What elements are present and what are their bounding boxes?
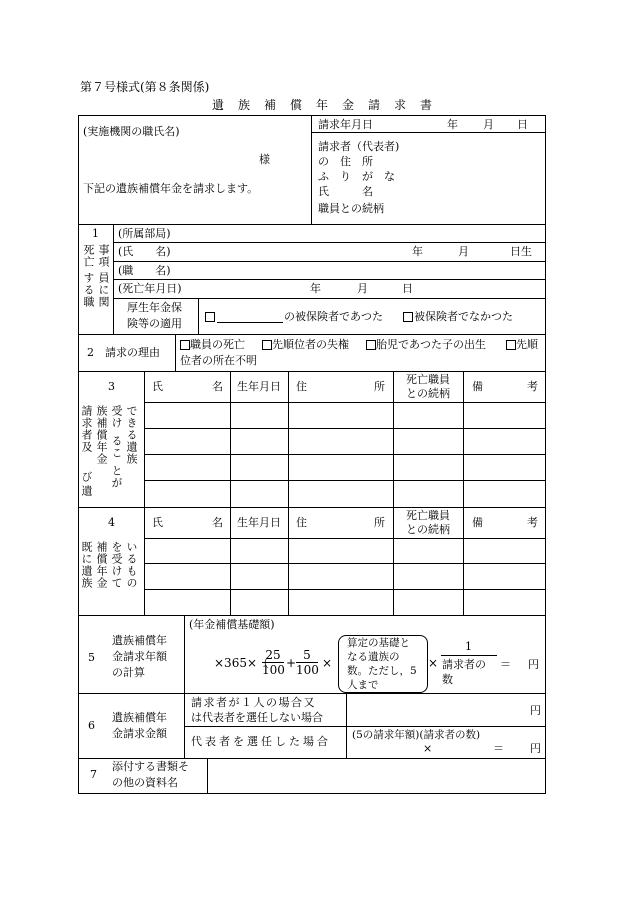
post-label: (職 名) (118, 264, 171, 277)
s3-head-note-a: 備 (472, 380, 483, 393)
claimant-label: 請求者（代表者) (318, 140, 400, 153)
section6-number: 6 (88, 719, 95, 732)
rep-calc-yen: 円 (530, 742, 541, 755)
frac3-num: 1 (465, 640, 472, 653)
frac2-den: 100 (296, 663, 319, 677)
s4-head-note-a: 備 (472, 516, 483, 529)
calc-yen: 円 (528, 658, 539, 671)
s3-head-name-b: 名 (212, 380, 223, 393)
calc-times365: ×365×（ (214, 656, 270, 670)
section1-vertical-d: 員に関 (97, 272, 110, 308)
s3-c-a: 遺 (80, 485, 93, 497)
request-month: 月 (483, 118, 494, 131)
frac3-den-2: 数 (442, 673, 453, 686)
section3-number: 3 (108, 380, 115, 393)
s3-c-c: 受け (110, 405, 123, 429)
reason-birth-label: 胎児であつた子の出生 (376, 338, 486, 351)
rep-calc-equals: ＝ (493, 742, 504, 755)
pension-label-1: 厚生年金保 (127, 301, 182, 314)
not-insured-label: 被保険者でなかつた (414, 310, 513, 323)
section5-number: 5 (88, 651, 95, 664)
section1-number: 1 (92, 227, 99, 240)
section7-label-1: 添付する書類そ (112, 760, 189, 773)
s3-head-name-a: 氏 (152, 380, 163, 393)
not-insured-checkbox[interactable] (403, 312, 413, 322)
frac3-den-1: 請求者の (442, 658, 486, 671)
request-year: 年 (447, 118, 458, 131)
section1-vertical-b: する職 (82, 272, 95, 308)
section1-vertical-c: 事項 (97, 244, 110, 268)
brace-line-4: 人まで (347, 679, 379, 691)
section6-label-1: 遺族補償年 (112, 711, 167, 724)
request-date-label: 請求年月日 (318, 118, 373, 131)
addressee-label: (実施機関の職氏名) (83, 125, 180, 138)
section5-label-1: 遺族補償年 (112, 634, 167, 647)
s3-head-addr-b: 所 (374, 380, 385, 393)
sama-label: 様 (259, 153, 270, 166)
fraction-25-100 (262, 648, 284, 677)
death-day: 日 (402, 282, 413, 295)
reason-forfeit-label: 先順位者の失権 (272, 338, 349, 351)
death-date-label: (死亡年月日) (118, 282, 182, 295)
s4-c-c: を受けて (110, 541, 123, 589)
frac1-num: 25 (262, 648, 284, 663)
base-amount-label: (年金補償基礎額) (189, 618, 275, 631)
s3-c-f: できる遺族 (125, 405, 138, 465)
representative-case: 代表者を選任した場合 (191, 735, 331, 748)
s4-head-note-b: 考 (527, 516, 538, 529)
claimant-furigana-label: ふ り が な (318, 170, 395, 183)
form-title: 遺 族 補 償 年 金 請 求 書 (212, 98, 434, 112)
birth-year: 年 (412, 245, 423, 258)
s3-c-d: るこ (110, 435, 123, 459)
calc-equals: ＝ (500, 658, 511, 671)
rep-calc-head: (5の請求年額)(請求者の数) (352, 729, 481, 741)
reason-death-label: 職員の死亡 (190, 338, 245, 351)
section5-label-2: 金請求年額 (112, 650, 167, 663)
section4-vertical-text (80, 541, 142, 611)
calc-plus: + (286, 656, 297, 670)
frac1-den: 100 (262, 663, 285, 677)
s3-head-note-b: 考 (527, 380, 538, 393)
s4-head-rel-1: 死亡職員 (406, 509, 450, 522)
s3-col2: び (80, 471, 93, 483)
s4-c-a: 既に遺族 (80, 541, 93, 589)
birth-month: 月 (458, 245, 469, 258)
s3-c-b: 族補償年金 (95, 405, 108, 465)
request-statement: 下記の遺族補償年金を請求します。 (83, 182, 259, 195)
request-day: 日 (517, 118, 528, 131)
s4-head-name-b: 名 (212, 516, 223, 529)
s4-head-addr-b: 所 (374, 516, 385, 529)
insured-checkbox[interactable] (205, 312, 215, 322)
brace-line-3: 数。ただし，5 (347, 665, 417, 677)
reason-birth-checkbox[interactable] (366, 340, 376, 350)
single-claimant-case-2: は代表者を選任しない場合 (191, 711, 323, 724)
fraction-5-100 (296, 648, 318, 677)
section7-number: 7 (90, 768, 97, 781)
claimant-address-label: の 住 所 (318, 155, 373, 168)
brace-line-2: なる遺族の (347, 651, 400, 663)
section7-label-2: の他の資料名 (112, 776, 178, 789)
pension-label-2: 険等の適用 (127, 317, 182, 330)
insurance-name-blank[interactable] (217, 322, 283, 323)
s4-c-d: いるもの (125, 541, 138, 589)
reason-forfeit-checkbox[interactable] (262, 340, 272, 350)
s4-head-birth: 生年月日 (237, 516, 281, 529)
s4-c-b: 補償年金 (95, 541, 108, 589)
reason-missing-label: 先順 (516, 338, 538, 351)
section6-label-2: 金請求金額 (112, 727, 167, 740)
rep-calc-times: × (423, 742, 433, 755)
frac3-bar (441, 655, 497, 656)
single-claimant-case-1: 請求者が１人の場合又 (191, 696, 316, 709)
death-month: 月 (357, 282, 368, 295)
section5-label-3: の計算 (112, 666, 145, 679)
claimant-name-label: 氏 名 (318, 185, 373, 198)
reason-missing-checkbox[interactable] (506, 340, 516, 350)
claimant-relation-label: 職員との続柄 (318, 202, 384, 215)
s3-head-rel-1: 死亡職員 (406, 373, 450, 386)
calc-times: × (322, 656, 333, 670)
s3-head-rel-2: との続柄 (406, 387, 450, 400)
s3-head-addr-a: 住 (296, 380, 307, 393)
reason-death-checkbox[interactable] (180, 340, 190, 350)
s4-head-addr-a: 住 (296, 516, 307, 529)
birth-day: 日生 (510, 245, 532, 258)
s3-col1: 請求者及 (80, 405, 93, 453)
s4-head-name-a: 氏 (152, 516, 163, 529)
form-number: 第７号様式(第８条関係) (80, 80, 210, 94)
s4-head-rel-2: との続柄 (406, 523, 450, 536)
s3-c-e: とが (110, 465, 123, 489)
s3-head-birth: 生年月日 (237, 380, 281, 393)
brace-line-1: 算定の基礎と (347, 637, 410, 649)
section3-vertical-rest (80, 405, 142, 503)
reason-missing-label-cont: 位者の所在不明 (180, 354, 257, 367)
deceased-name-label: (氏 名) (118, 245, 171, 258)
attachments-field[interactable] (208, 759, 545, 793)
case1-yen: 円 (530, 704, 541, 717)
dept-label: (所属部局) (118, 227, 171, 240)
section4-number: 4 (108, 516, 115, 529)
death-year: 年 (310, 282, 321, 295)
section1-vertical-a: 死亡 (82, 244, 95, 268)
calc-times2: × (428, 656, 439, 670)
reason-label: 2 請求の理由 (87, 346, 160, 359)
insured-suffix: の被保険者であつた (284, 310, 383, 323)
frac2-num: 5 (296, 648, 318, 663)
